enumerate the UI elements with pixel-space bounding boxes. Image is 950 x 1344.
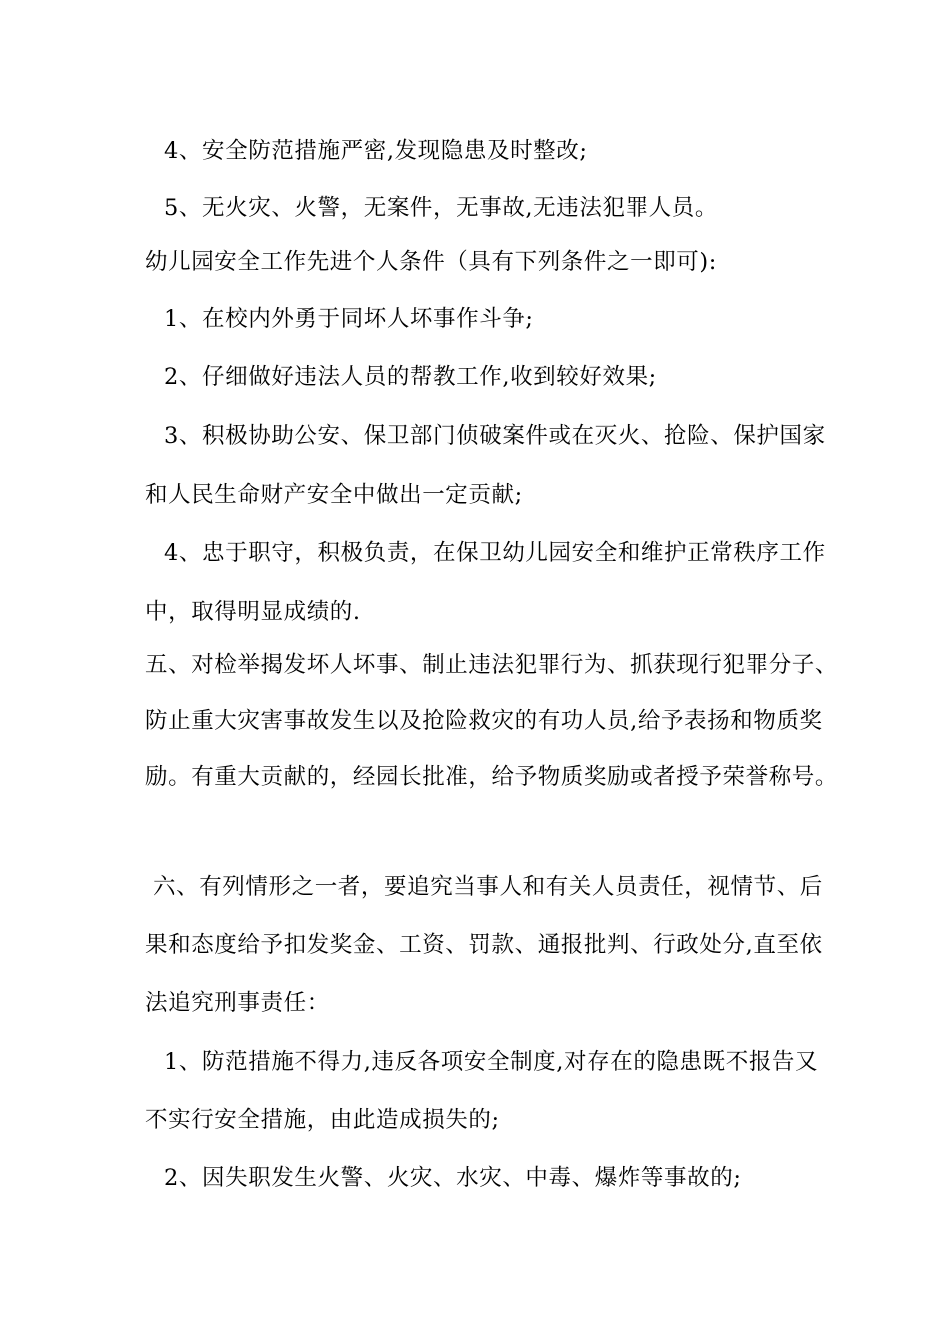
list-item: 1、防范措施不得力,违反各项安全制度,对存在的隐患既不报告又: [164, 1049, 819, 1075]
section-paragraph: 五、对检举揭发坏人坏事、制止违法犯罪行为、抓获现行犯罪分子、: [145, 652, 839, 678]
paragraph-line: 果和态度给予扣发奖金、工资、罚款、通报批判、行政处分,直至依: [145, 932, 823, 958]
list-item: 2、因失职发生火警、火灾、水灾、中毒、爆炸等事故的;: [164, 1165, 742, 1191]
list-item: 4、安全防范措施严密,发现隐患及时整改;: [164, 138, 588, 164]
section-heading: 幼儿园安全工作先进个人条件（具有下列条件之一即可):: [145, 249, 717, 275]
list-item: 5、无火灾、火警，无案件，无事故,无违法犯罪人员。: [164, 195, 718, 221]
paragraph-line: 法追究刑事责任：: [145, 990, 330, 1016]
list-item: 3、积极协助公安、保卫部门侦破案件或在灭火、抢险、保护国家: [164, 423, 826, 449]
list-item: 1、在校内外勇于同坏人坏事作斗争;: [164, 306, 534, 332]
section-paragraph: 六、有列情形之一者，要追究当事人和有关人员责任，视情节、后: [153, 874, 823, 900]
list-item: 4、忠于职守，积极负责，在保卫幼儿园安全和维护正常秩序工作: [164, 540, 826, 566]
paragraph-line: 防止重大灾害事故发生以及抢险救灾的有功人员,给予表扬和物质奖: [145, 708, 823, 734]
paragraph-line: 不实行安全措施，由此造成损失的;: [145, 1107, 500, 1133]
paragraph-line: 和人民生命财产安全中做出一定贡献;: [145, 482, 523, 508]
paragraph-line: 中，取得明显成绩的.: [145, 599, 361, 625]
list-item: 2、仔细做好违法人员的帮教工作,收到较好效果;: [164, 364, 657, 390]
paragraph-line: 励。有重大贡献的，经园长批准，给予物质奖励或者授予荣誉称号。: [145, 764, 839, 790]
